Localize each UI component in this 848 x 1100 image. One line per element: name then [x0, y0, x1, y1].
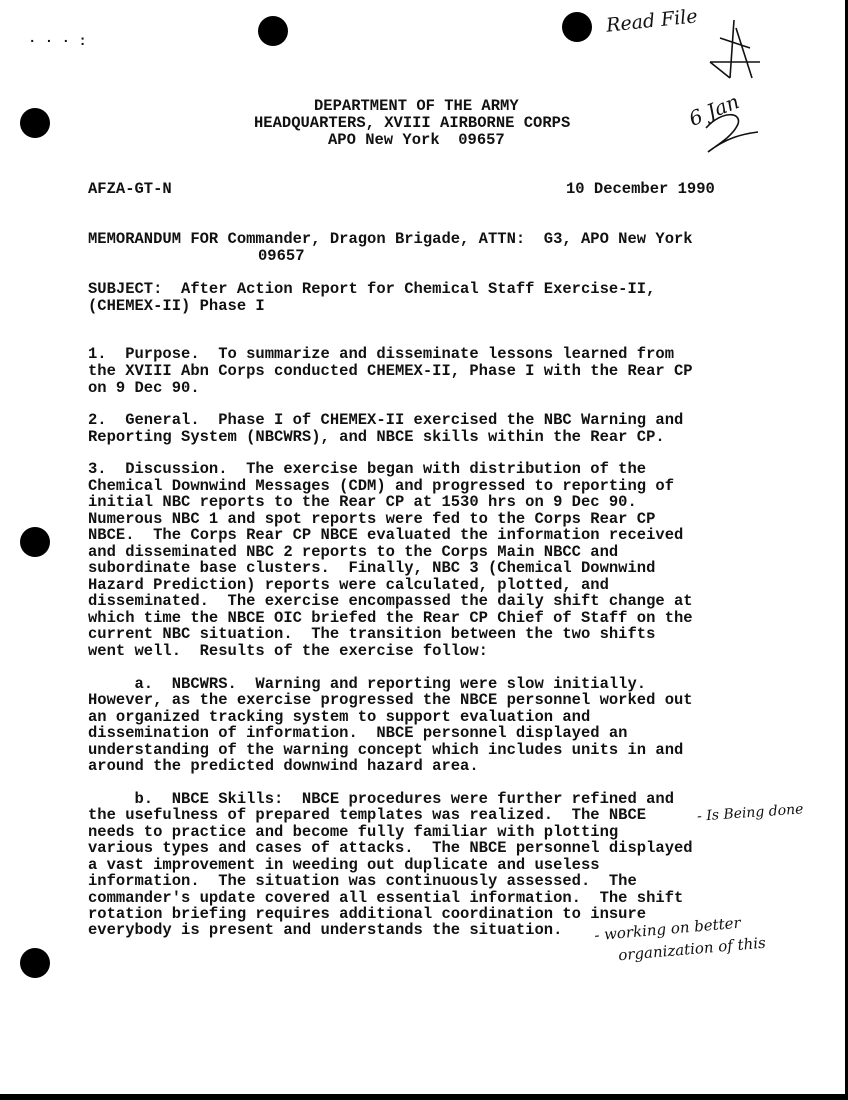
- para3-line: which time the NBCE OIC briefed the Rear CP Chief of Staff on the: [88, 609, 693, 627]
- handwritten-read-file: Read File: [605, 5, 699, 37]
- para3a-line: understanding of the warning concept which includes units in and: [88, 741, 684, 759]
- scan-specks: · · · :: [28, 34, 87, 50]
- letterhead-headquarters: HEADQUARTERS, XVIII AIRBORNE CORPS: [254, 114, 571, 132]
- para3a-line: dissemination of information. NBCE personnel displayed an: [88, 724, 628, 742]
- para3a-line: a. NBCWRS. Warning and reporting were slow initially.: [88, 675, 647, 693]
- para3b-line: commander's update covered all essential information. The shift: [88, 889, 684, 907]
- para3b-line: information. The situation was continuously assessed. The: [88, 872, 637, 890]
- punch-hole: [20, 527, 50, 557]
- para3b-line: b. NBCE Skills: NBCE procedures were further refined and: [88, 790, 674, 808]
- para3a-line: However, as the exercise progressed the NBCE personnel worked out: [88, 691, 693, 709]
- para1-line: the XVIII Abn Corps conducted CHEMEX-II, Phase I with the Rear CP: [88, 362, 693, 380]
- para1-line: on 9 Dec 90.: [88, 379, 200, 397]
- para3a-line: around the predicted downwind hazard area.: [88, 757, 479, 775]
- para3-line: Chemical Downwind Messages (CDM) and progressed to reporting of: [88, 477, 674, 495]
- memo-for-line1: MEMORANDUM FOR Commander, Dragon Brigade, ATTN: G3, APO New York: [88, 230, 693, 248]
- para3-line: current NBC situation. The transition between the two shifts: [88, 625, 656, 643]
- handwritten-margin-note-3: organization of this: [617, 933, 767, 965]
- para3-line: 3. Discussion. The exercise began with distribution of the: [88, 460, 647, 478]
- para1-line: 1. Purpose. To summarize and disseminate lessons learned from: [88, 345, 674, 363]
- scan-border-bottom: [0, 1094, 848, 1100]
- punch-hole: [20, 948, 50, 978]
- para3-line: went well. Results of the exercise follow:: [88, 642, 488, 660]
- para3-line: Numerous NBC 1 and spot reports were fed to the Corps Rear CP: [88, 510, 656, 528]
- para3b-line: needs to practice and become fully familiar with plotting: [88, 823, 619, 841]
- para3-line: disseminated. The exercise encompassed the daily shift change at: [88, 592, 693, 610]
- punch-hole: [20, 108, 50, 138]
- para3-line: Hazard Prediction) reports were calculated, plotted, and: [88, 576, 609, 594]
- para2-line: Reporting System (NBCWRS), and NBCE skills within the Rear CP.: [88, 428, 665, 446]
- subject-line1: SUBJECT: After Action Report for Chemical Staff Exercise-II,: [88, 280, 656, 298]
- letterhead-address: APO New York 09657: [328, 131, 505, 149]
- handwritten-margin-note-2: - working on better: [593, 913, 742, 945]
- para3b-line: everybody is present and understands the situation.: [88, 921, 563, 939]
- para3-line: and disseminated NBC 2 reports to the Corps Main NBCC and: [88, 543, 619, 561]
- para3-line: NBCE. The Corps Rear CP NBCE evaluated the information received: [88, 526, 684, 544]
- para3b-line: various types and cases of attacks. The NBCE personnel displayed: [88, 839, 693, 857]
- para2-line: 2. General. Phase I of CHEMEX-II exercised the NBC Warning and: [88, 411, 684, 429]
- punch-hole: [258, 16, 288, 46]
- memo-date: 10 December 1990: [566, 180, 715, 198]
- letterhead-department: DEPARTMENT OF THE ARMY: [314, 97, 519, 115]
- para3-line: subordinate base clusters. Finally, NBC 3 (Chemical Downwind: [88, 559, 656, 577]
- handwritten-date-note: 6 Jan: [685, 89, 743, 131]
- subject-line2: (CHEMEX-II) Phase I: [88, 297, 265, 315]
- para3b-line: the usefulness of prepared templates was realized. The NBCE: [88, 806, 647, 824]
- para3-line: initial NBC reports to the Rear CP at 1530 hrs on 9 Dec 90.: [88, 493, 637, 511]
- handwritten-initials: [690, 18, 770, 84]
- para3a-line: an organized tracking system to support evaluation and: [88, 708, 591, 726]
- office-symbol: AFZA-GT-N: [88, 180, 172, 198]
- para3b-line: a vast improvement in weeding out duplicate and useless: [88, 856, 600, 874]
- handwritten-scribble: [702, 108, 762, 156]
- memo-for-line2: 09657: [258, 247, 305, 265]
- handwritten-margin-note-1: - Is Being done: [696, 801, 804, 825]
- punch-hole: [562, 12, 592, 42]
- para3b-line: rotation briefing requires additional coordination to insure: [88, 905, 647, 923]
